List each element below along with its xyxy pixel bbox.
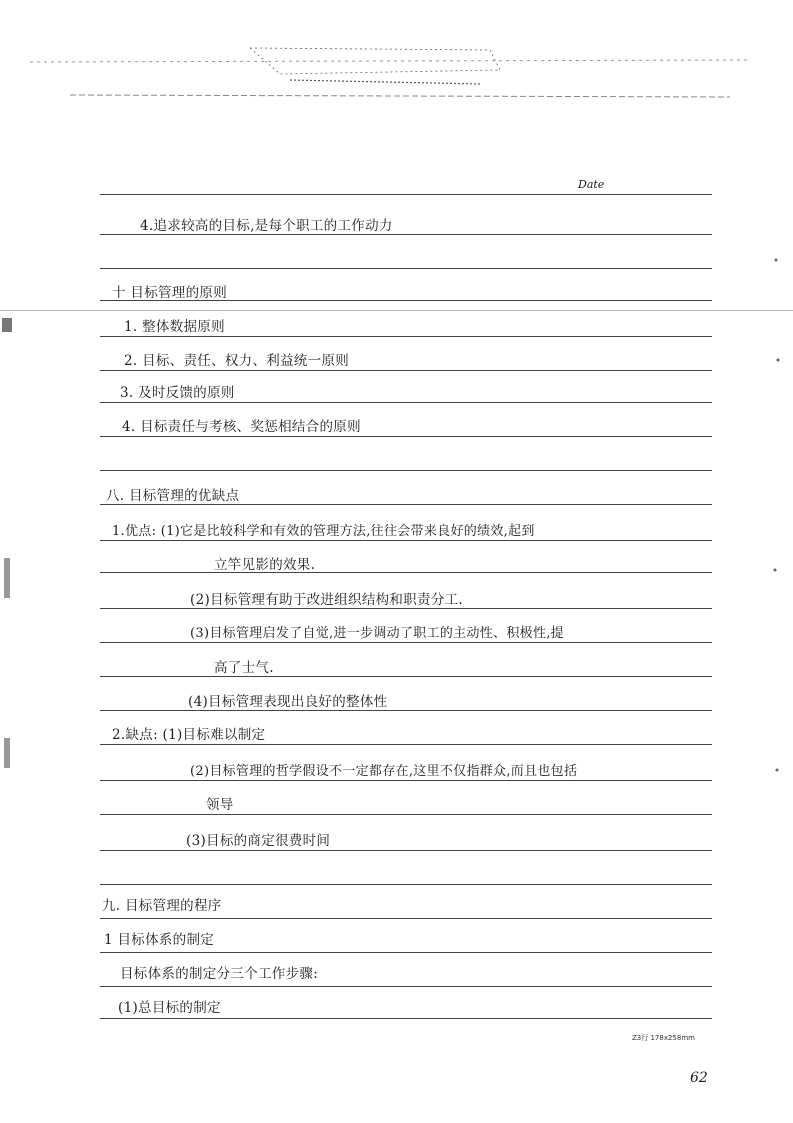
note-line: 立竿见影的效果. xyxy=(214,557,316,573)
ruled-line xyxy=(100,436,712,437)
ruled-line xyxy=(100,504,712,505)
note-line: 1. 整体数据原则 xyxy=(124,319,225,335)
ruled-line xyxy=(100,540,712,541)
date-label: Date xyxy=(578,178,605,191)
note-line: 4.追求较高的目标,是每个职工的工作动力 xyxy=(140,218,393,234)
ruled-line xyxy=(100,336,712,337)
margin-dots xyxy=(770,250,784,850)
ruled-line xyxy=(100,572,712,573)
note-line: 2. 目标、责任、权力、利益统一原则 xyxy=(124,353,350,369)
note-line: (2)目标管理的哲学假设不一定都存在,这里不仅指群众,而且也包括 xyxy=(190,764,578,779)
ruled-line xyxy=(100,952,712,953)
ruled-line xyxy=(100,402,712,403)
section-heading: 九. 目标管理的程序 xyxy=(102,898,222,914)
note-line: 4. 目标责任与考核、奖惩相结合的原则 xyxy=(122,419,361,435)
binder-hole-marks xyxy=(0,318,14,818)
note-line: (1)总目标的制定 xyxy=(118,1000,221,1016)
ruled-line xyxy=(100,608,712,609)
note-line: (4)目标管理表现出良好的整体性 xyxy=(188,694,388,710)
note-line: 领导 xyxy=(206,797,234,813)
section-heading: 十 目标管理的原则 xyxy=(112,285,227,301)
ruled-line xyxy=(100,642,712,643)
note-line: 3. 及时反馈的原则 xyxy=(120,385,235,401)
section-heading: 八. 目标管理的优缺点 xyxy=(106,488,240,504)
ruled-line xyxy=(100,986,712,987)
note-line: (3)目标的商定很费时间 xyxy=(186,833,331,849)
note-line: 1 目标体系的制定 xyxy=(104,932,215,948)
ruled-line xyxy=(100,918,712,919)
ruled-line xyxy=(100,850,712,851)
ruled-line xyxy=(100,1018,712,1019)
page-number: 62 xyxy=(690,1070,708,1086)
ruled-line xyxy=(100,744,712,745)
ruled-line xyxy=(100,370,712,371)
note-line: 高了士气. xyxy=(214,660,274,676)
ruled-line xyxy=(100,194,712,195)
ruled-line xyxy=(100,814,712,815)
ruled-line xyxy=(100,268,712,269)
ruled-line xyxy=(100,470,712,471)
paper-code: Z3行 178x258mm xyxy=(632,1034,695,1042)
ruled-line xyxy=(100,884,712,885)
note-line: 1.优点: (1)它是比较科学和有效的管理方法,往往会带来良好的绩效,起到 xyxy=(112,524,535,539)
ruled-line xyxy=(100,780,712,781)
scan-fold-line xyxy=(0,310,793,311)
ruled-line xyxy=(100,234,712,235)
scan-noise-top xyxy=(30,40,750,110)
ruled-line xyxy=(100,676,712,677)
note-line: 2.缺点: (1)目标难以制定 xyxy=(112,727,266,743)
note-line: (2)目标管理有助于改进组织结构和职责分工. xyxy=(190,592,464,608)
note-line: 目标体系的制定分三个工作步骤: xyxy=(120,966,319,982)
ruled-line xyxy=(100,710,712,711)
note-line: (3)目标管理启发了自觉,进一步调动了职工的主动性、积极性,提 xyxy=(190,626,564,641)
